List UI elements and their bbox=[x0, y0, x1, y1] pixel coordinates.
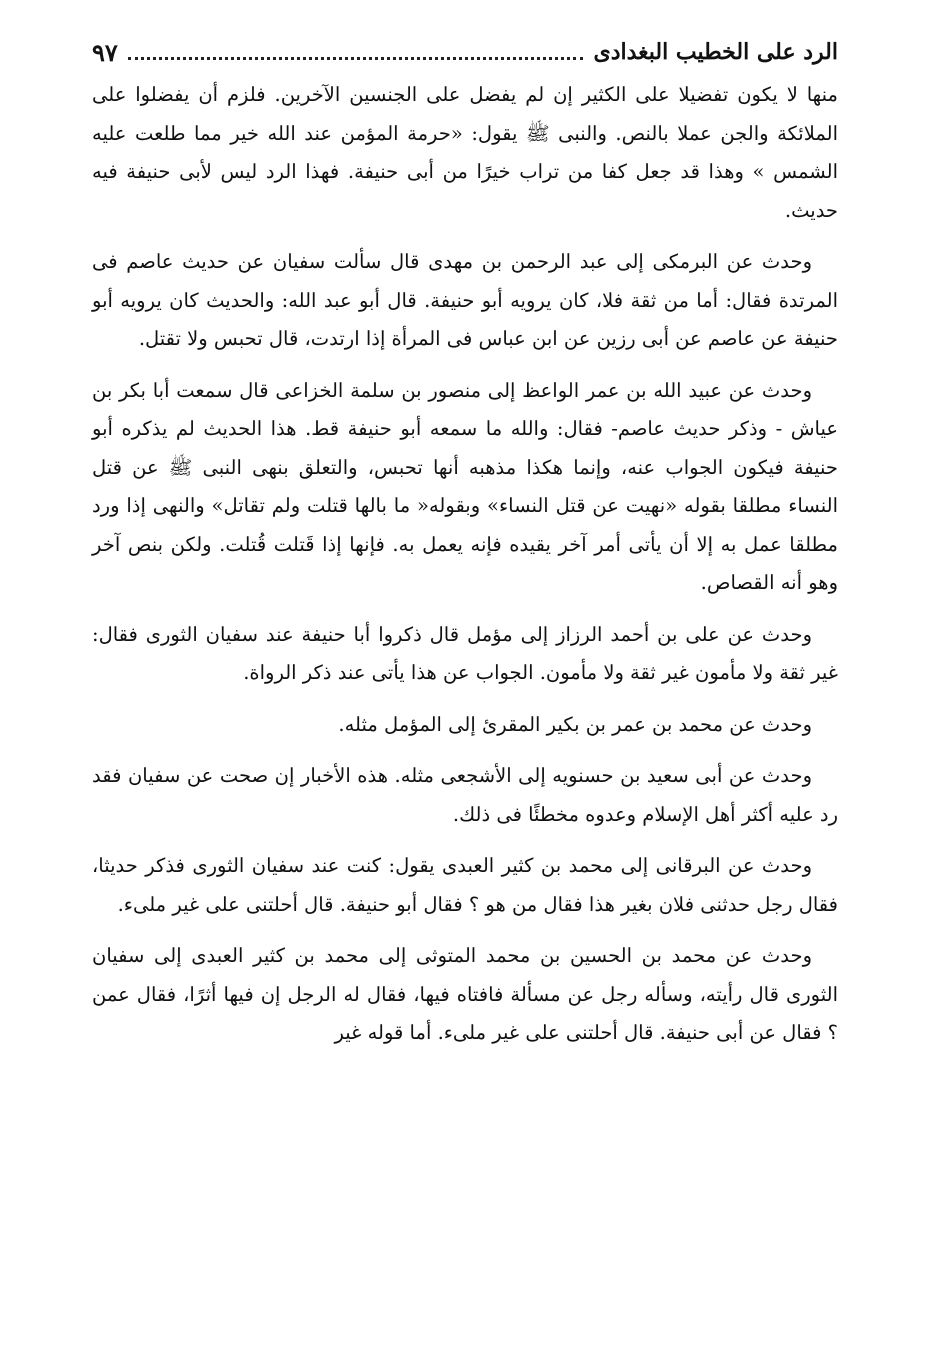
page-number: ٩٧ bbox=[92, 37, 118, 67]
book-title: الرد على الخطيب البغدادى bbox=[593, 39, 838, 65]
paragraph-2: وحدث عن البرمكى إلى عبد الرحمن بن مهدى قال سألت سفيان عن حديث عاصم فى المرتدة فقال: أما من ثقة فلا، كان يرويه أبو حنيفة. قال أبو عبد الله: والحديث كان يرويه أبو حنيفة عن عاصم عن أبى رزين عن ابن عباس فى المرأة إذا ارتدت، قال تحبس ولا تقتل. bbox=[92, 250, 838, 350]
paragraph-8: وحدث عن محمد بن الحسين بن محمد المتوثى إلى محمد بن كثير العبدى إلى سفيان الثورى قال رأيته، وسأله رجل عن مسألة فافتاه فيها، فقال له الرجل إن فيها أثرًا، فقال عمن ؟ فقال عن أبى حنيفة. قال أحلتنى على غير ملىء. أما قوله غير bbox=[92, 944, 838, 1044]
page-body bbox=[92, 76, 838, 1066]
running-header bbox=[92, 32, 838, 72]
header-dot-leader bbox=[128, 57, 584, 60]
paragraph-7: وحدث عن البرقانى إلى محمد بن كثير العبدى يقول: كنت عند سفيان الثورى فذكر حديثا، فقال رجل حدثنى فلان بغير هذا فقال من هو ؟ فقال أبو حنيفة. قال أحلتنى على غير ملىء. bbox=[92, 854, 838, 916]
paragraph-4: وحدث عن على بن أحمد الرزاز إلى مؤمل قال ذكروا أبا حنيفة عند سفيان الثورى فقال: غير ثقة ولا مأمون غير ثقة ولا مأمون. الجواب عن هذا يأتى عند ذكر الرواة. bbox=[92, 622, 838, 684]
paragraph-1: منها لا يكون تفضيلا على الكثير إن لم يفضل على الجنسين الآخرين. فلزم أن يفضلوا على الملائكة والجن عملا بالنص. والنبى ﷺ يقول: «حرمة المؤمن عند الله خير مما طلعت عليه الشمس » وهذا قد جعل كفا من تراب خيرًا من أبى حنيفة. فهذا الرد ليس لأبى حنيفة فيه حديث. bbox=[92, 83, 838, 222]
paragraph-3: وحدث عن عبيد الله بن عمر الواعظ إلى منصور بن سلمة الخزاعى قال سمعت أبا بكر بن عياش - وذكر حديث عاصم- فقال: والله ما سمعه أبو حنيفة قط. هذا الحديث لم يذكره أبو حنيفة فيكون الجواب عنه، وإنما هكذا مذهبه أنها تحبس، والتعلق بنهى النبى ﷺ عن قتل النساء مطلقا بقوله «نهيت عن قتل النساء» وبقوله« ما بالها قتلت ولم تقاتل» والنهى إذا ورد مطلقا عمل به إلا أن يأتى أمر آخر يقيده فإنه يعمل به. فإنها إذا قَتلت قُتلت. ولكن بنص آخر وهو أنه القصاص. bbox=[92, 378, 838, 594]
paragraph-5: وحدث عن محمد بن عمر بن بكير المقرئ إلى المؤمل مثله. bbox=[338, 712, 812, 736]
paragraph-6: وحدث عن أبى سعيد بن حسنويه إلى الأشجعى مثله. هذه الأخبار إن صحت عن سفيان فقد رد عليه أكثر أهل الإسلام وعدوه مخطئًا فى ذلك. bbox=[92, 764, 838, 826]
